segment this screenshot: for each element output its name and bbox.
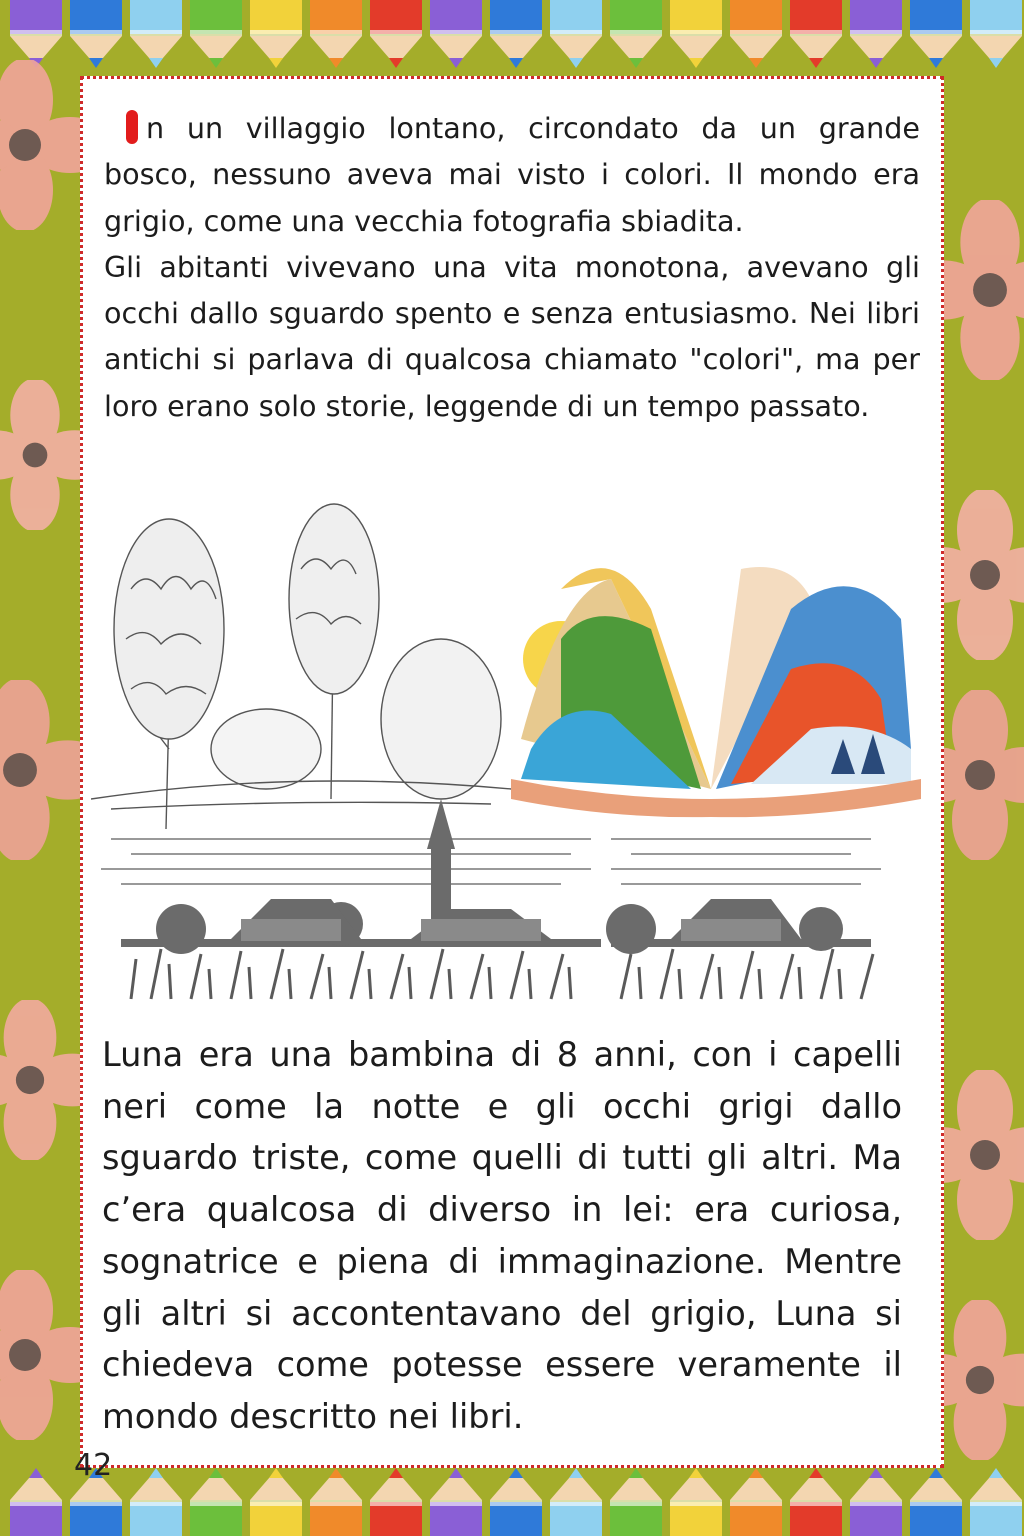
pencil-icon <box>190 0 242 68</box>
story-paragraph-1 <box>104 105 920 429</box>
pencil-icon <box>790 1468 842 1536</box>
pencil-icon <box>10 1468 62 1536</box>
pencil-icon <box>10 0 62 68</box>
story-illustration <box>91 499 931 1009</box>
story-paragraph-2: Luna era una bambina di 8 anni, con i capelli neri come la notte e gli occhi grigi dallo sguardo triste, come quelli di tutti gli altri. Ma c’era qualcosa di diverso in lei: era curiosa, sognatrice e piena di immaginazione. Mentre gli altri si accontentavano del grigio, Luna si chiedeva come potesse essere veramente il mondo descritto nei libri. <box>102 1035 902 1436</box>
pencil-icon <box>550 0 602 68</box>
pencil-icon <box>670 0 722 68</box>
pencil-icon <box>190 1468 242 1536</box>
pencil-icon <box>370 0 422 68</box>
pencil-icon <box>610 1468 662 1536</box>
pencil-icon <box>790 0 842 68</box>
pencil-icon <box>310 0 362 68</box>
dropcap-marker <box>126 110 138 144</box>
pencil-icon <box>250 0 302 68</box>
pencil-icon <box>670 1468 722 1536</box>
bottom-pencil-border <box>0 1464 1024 1536</box>
pencil-icon <box>850 1468 902 1536</box>
pencil-icon <box>430 1468 482 1536</box>
gray-village-icon <box>121 799 871 954</box>
open-colorful-book-icon <box>511 567 921 817</box>
pencil-icon <box>430 0 482 68</box>
pencil-icon <box>730 1468 782 1536</box>
page-number: 42 <box>74 1448 113 1483</box>
pencil-icon <box>910 0 962 68</box>
pencil-icon <box>70 0 122 68</box>
pencil-icon <box>250 1468 302 1536</box>
pencil-icon <box>370 1468 422 1536</box>
story-paragraph-1-text: n un villaggio lontano, circondato da un grande bosco, nessuno aveva mai visto i colori. Il mondo era grigio, come una vecchia fotografia sbiadita. <box>104 111 920 238</box>
pencil-icon-row <box>0 1464 1024 1536</box>
top-pencil-border <box>0 0 1024 72</box>
pencil-icon <box>970 0 1022 68</box>
pencil-icon <box>310 1468 362 1536</box>
pencil-icon <box>490 1468 542 1536</box>
pencil-icon-row <box>0 0 1024 72</box>
pencil-icon <box>610 0 662 68</box>
sketched-trees-icon <box>91 504 511 829</box>
pencil-icon <box>970 1468 1022 1536</box>
pencil-icon <box>910 1468 962 1536</box>
pencil-icon <box>850 0 902 68</box>
grass-icon <box>131 949 873 999</box>
pencil-icon <box>550 1468 602 1536</box>
story-paragraph-1b-text: Gli abitanti vivevano una vita monotona, avevano gli occhi dallo sguardo spento e senza entusiasmo. Nei libri antichi si parlava di qualcosa chiamato "colori", ma per loro erano solo storie, leggende di un tempo passato. <box>104 249 920 423</box>
pencil-icon <box>490 0 542 68</box>
pencil-icon <box>130 0 182 68</box>
water-lines-icon <box>101 839 881 884</box>
pencil-icon <box>730 0 782 68</box>
story-page <box>80 76 944 1468</box>
pencil-icon <box>130 1468 182 1536</box>
